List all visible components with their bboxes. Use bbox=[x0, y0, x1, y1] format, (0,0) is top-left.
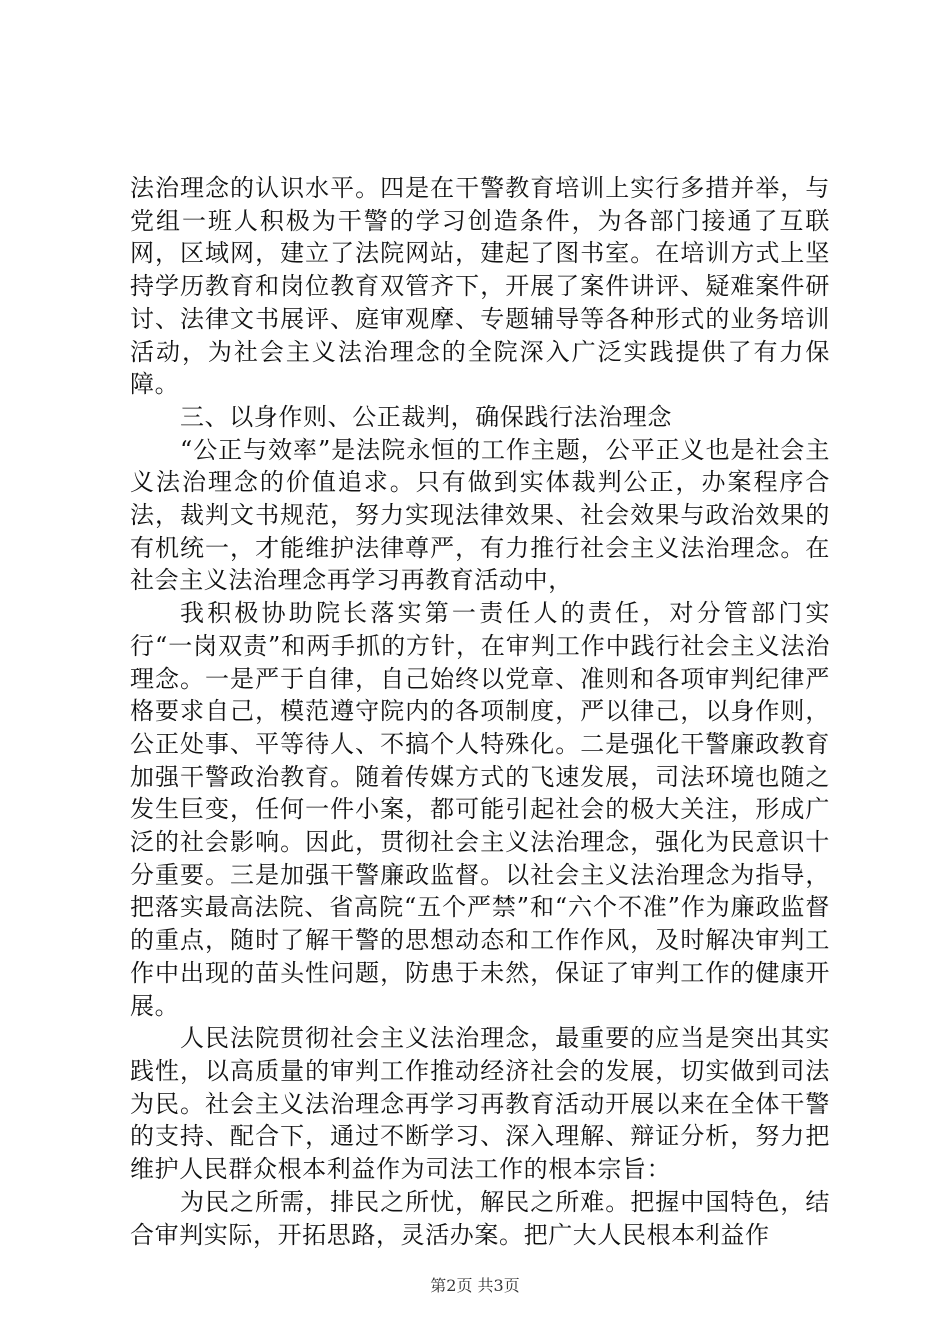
section-heading: 三、以身作则、公正裁判，确保践行法治理念 bbox=[180, 402, 672, 431]
page-footer: 第2页 共3页 bbox=[430, 1276, 520, 1295]
paragraph-2: “公正与效率”是法院永恒的工作主题，公平正义也是社会主义法治理念的价值追求。只有做到实体裁判公正，办案程序合法，裁判文书规范，努力实现法律效果、社会效果与政治效果的有机统一，才能维护法律尊严，有力推行社会主义法治理念。在社会主义法治理念再学习再教育活动中， bbox=[130, 435, 830, 595]
document-body bbox=[130, 172, 830, 1251]
paragraph-4: 人民法院贯彻社会主义法治理念，最重要的应当是突出其实践性，以高质量的审判工作推动经济社会的发展，切实做到司法为民。社会主义法治理念再学习再教育活动开展以来在全体干警的支持、配合下，通过不断学习、深入理解、辩证分析，努力把维护人民群众根本利益作为司法工作的根本宗旨： bbox=[130, 1024, 830, 1184]
paragraph-5: 为民之所需，排民之所忧，解民之所难。把握中国特色，结合审判实际，开拓思路，灵活办案。把广大人民根本利益作 bbox=[130, 1187, 830, 1249]
paragraph-3: 我积极协助院长落实第一责任人的责任，对分管部门实行“一岗双责”和两手抓的方针，在审判工作中践行社会主义法治理念。一是严于自律，自己始终以党章、准则和各项审判纪律严格要求自己，模范遵守院内的各项制度，严以律己，以身作则，公正处事、平等待人、不搞个人特殊化。二是强化干警廉政教育加强干警政治教育。随着传媒方式的飞速发展，司法环境也随之发生巨变，任何一件小案，都可能引起社会的极大关注，形成广泛的社会影响。因此，贯彻社会主义法治理念，强化为民意识十分重要。三是加强干警廉政监督。以社会主义法治理念为指导，把落实最高法院、省高院“五个严禁”和“六个不准”作为廉政监督的重点，随时了解干警的思想动态和工作作风，及时解决审判工作中出现的苗头性问题，防患于未然，保证了审判工作的健康开展。 bbox=[130, 599, 830, 1020]
paragraph-1: 法治理念的认识水平。四是在干警教育培训上实行多措并举，与党组一班人积极为干警的学习创造条件，为各部门接通了互联网，区域网，建立了法院网站，建起了图书室。在培训方式上坚持学历教育和岗位教育双管齐下，开展了案件讲评、疑难案件研讨、法律文书展评、庭审观摩、专题辅导等各种形式的业务培训活动，为社会主义法治理念的全院深入广泛实践提供了有力保障。 bbox=[130, 174, 830, 399]
